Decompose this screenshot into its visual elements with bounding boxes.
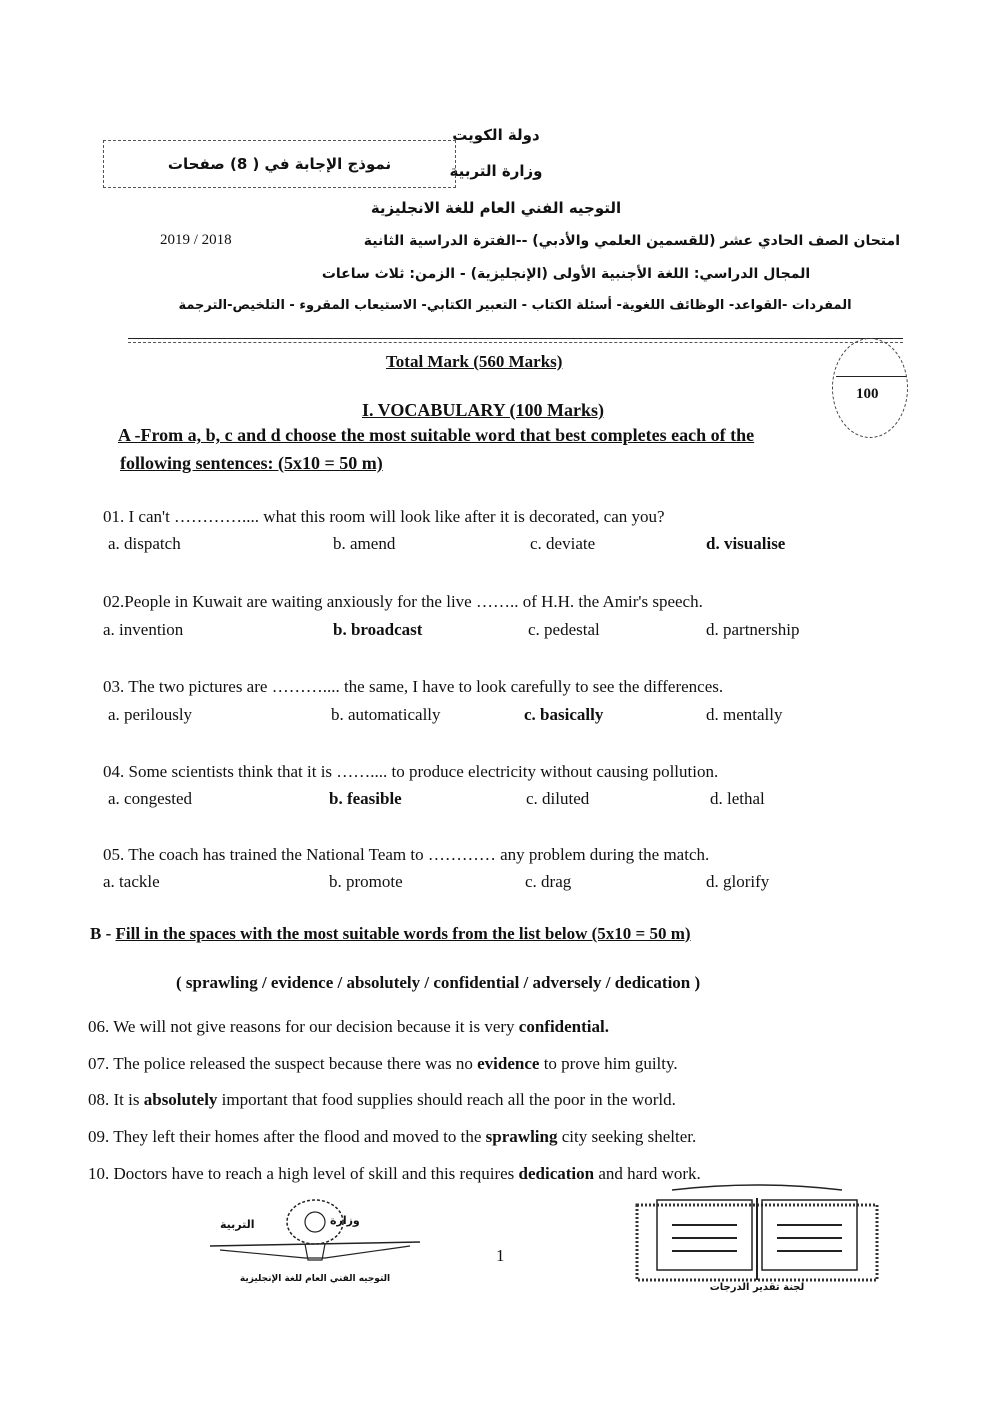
part-b-instruction bbox=[90, 924, 691, 944]
part-a-instruction-2: following sentences: (5x10 = 50 m) bbox=[120, 453, 383, 473]
option-c: c. deviate bbox=[530, 534, 596, 553]
sentence-text: important that food supplies should reach all the poor in the world. bbox=[217, 1090, 676, 1109]
option-b: b. amend bbox=[333, 534, 396, 553]
question-text: 01. I can't ………….... what this room will look like after it is decorated, can you? bbox=[103, 507, 665, 526]
exam-year: 2019 / 2018 bbox=[160, 232, 232, 248]
sentence-06 bbox=[88, 1017, 609, 1037]
page-number: 1 bbox=[496, 1246, 505, 1265]
sentence-text: 09. They left their homes after the flood and moved to the bbox=[88, 1127, 486, 1146]
sentence-text: 08. It is bbox=[88, 1090, 144, 1109]
part-b-prefix: B - bbox=[90, 924, 116, 943]
option-b: b. promote bbox=[329, 872, 403, 891]
sentence-text: 07. The police released the suspect because there was no bbox=[88, 1054, 478, 1073]
logo-caption: التوجيه الفني العام للغة الإنجليزية bbox=[239, 1274, 391, 1284]
option-b: b. automatically bbox=[331, 705, 441, 724]
question-05: 05. The coach has trained the National Team to ………… any problem during the match. bbox=[103, 845, 710, 864]
exam-title: امتحان الصف الحادي عشر (للقسمين العلمي والأدبي) --الفترة الدراسية الثانية bbox=[363, 232, 900, 249]
option-c-correct: c. basically bbox=[524, 705, 604, 724]
option-a: a. perilously bbox=[108, 705, 193, 724]
ministry-logo bbox=[200, 1196, 430, 1296]
option-a: a. congested bbox=[108, 789, 193, 808]
word-list: ( sprawling / evidence / absolutely / confidential / adversely / dedication ) bbox=[176, 973, 701, 992]
logo-right-word: التربية bbox=[220, 1218, 255, 1231]
sentence-text: to prove him guilty. bbox=[539, 1054, 678, 1073]
question-03: 03. The two pictures are ……….... the same, I have to look carefully to see the differences. bbox=[103, 677, 724, 696]
sentence-answer: confidential. bbox=[518, 1017, 609, 1036]
stamp-caption: لجنة تقدير الدرجات bbox=[709, 1282, 805, 1293]
header-divider-dashed bbox=[128, 342, 903, 343]
sentence-09 bbox=[88, 1127, 696, 1147]
option-d-correct: d. visualise bbox=[706, 534, 786, 553]
header-ministry: وزارة التربية bbox=[449, 162, 543, 180]
answer-model-box bbox=[103, 140, 456, 188]
option-c: c. drag bbox=[525, 872, 572, 891]
option-c: c. diluted bbox=[526, 789, 590, 808]
option-c: c. pedestal bbox=[528, 620, 600, 639]
sentence-text: 10. Doctors have to reach a high level of skill and this requires bbox=[88, 1164, 519, 1183]
option-a: a. dispatch bbox=[108, 534, 181, 553]
section-title: I. VOCABULARY (100 Marks) bbox=[362, 400, 605, 420]
sentence-text: city seeking shelter. bbox=[557, 1127, 697, 1146]
sentence-answer: absolutely bbox=[143, 1090, 218, 1109]
header-state: دولة الكويت bbox=[452, 126, 540, 144]
header-department: التوجيه الفني العام للغة الانجليزية bbox=[370, 199, 622, 217]
option-a: a. invention bbox=[103, 620, 184, 639]
score-total: 100 bbox=[856, 386, 879, 402]
sentence-10 bbox=[88, 1164, 701, 1184]
header-divider bbox=[128, 338, 903, 339]
sentence-answer: dedication bbox=[518, 1164, 595, 1183]
part-b-instruction-text: Fill in the spaces with the most suitable words from the list below (5x10 = 50 m) bbox=[115, 924, 691, 943]
part-a-instruction-1: A -From a, b, c and d choose the most suitable word that best completes each of the bbox=[118, 425, 755, 445]
sentence-answer: evidence bbox=[477, 1054, 540, 1073]
option-d: d. mentally bbox=[706, 705, 783, 724]
subject-line: المجال الدراسي: اللغة الأجنبية الأولى (الإنجليزية) - الزمن: ثلاث ساعات bbox=[321, 266, 811, 282]
option-b-correct: b. feasible bbox=[329, 789, 402, 808]
option-b-correct: b. broadcast bbox=[333, 620, 423, 639]
sentence-07 bbox=[88, 1054, 678, 1074]
sentence-answer: sprawling bbox=[485, 1127, 558, 1146]
option-d: d. lethal bbox=[710, 789, 765, 808]
total-mark: Total Mark (560 Marks) bbox=[386, 352, 563, 371]
score-fraction-line bbox=[836, 376, 906, 377]
exam-line bbox=[160, 232, 900, 249]
sentence-text: 06. We will not give reasons for our decision because it is very bbox=[88, 1017, 519, 1036]
grading-stamp bbox=[612, 1180, 902, 1300]
option-d: d. partnership bbox=[706, 620, 800, 639]
sentence-text: and hard work. bbox=[594, 1164, 701, 1183]
question-01 bbox=[103, 507, 665, 527]
sections-line: المفردات -القواعد- الوظائف اللغوية- أسئلة الكتاب - التعبير الكتابي- الاستيعاب المقروء - التلخيص-الترجمة bbox=[178, 298, 852, 313]
answer-model-label: نموذج الإجابة في ( 8) صفحات bbox=[167, 155, 392, 173]
logo-left-word: وزارة bbox=[330, 1214, 360, 1227]
question-04: 04. Some scientists think that it is …….... to produce electricity without causing pollution. bbox=[103, 762, 719, 781]
option-d: d. glorify bbox=[706, 872, 770, 891]
question-02: 02.People in Kuwait are waiting anxiously for the live …….. of H.H. the Amir's speech. bbox=[103, 592, 703, 611]
sentence-08 bbox=[88, 1090, 676, 1110]
option-a: a. tackle bbox=[103, 872, 160, 891]
